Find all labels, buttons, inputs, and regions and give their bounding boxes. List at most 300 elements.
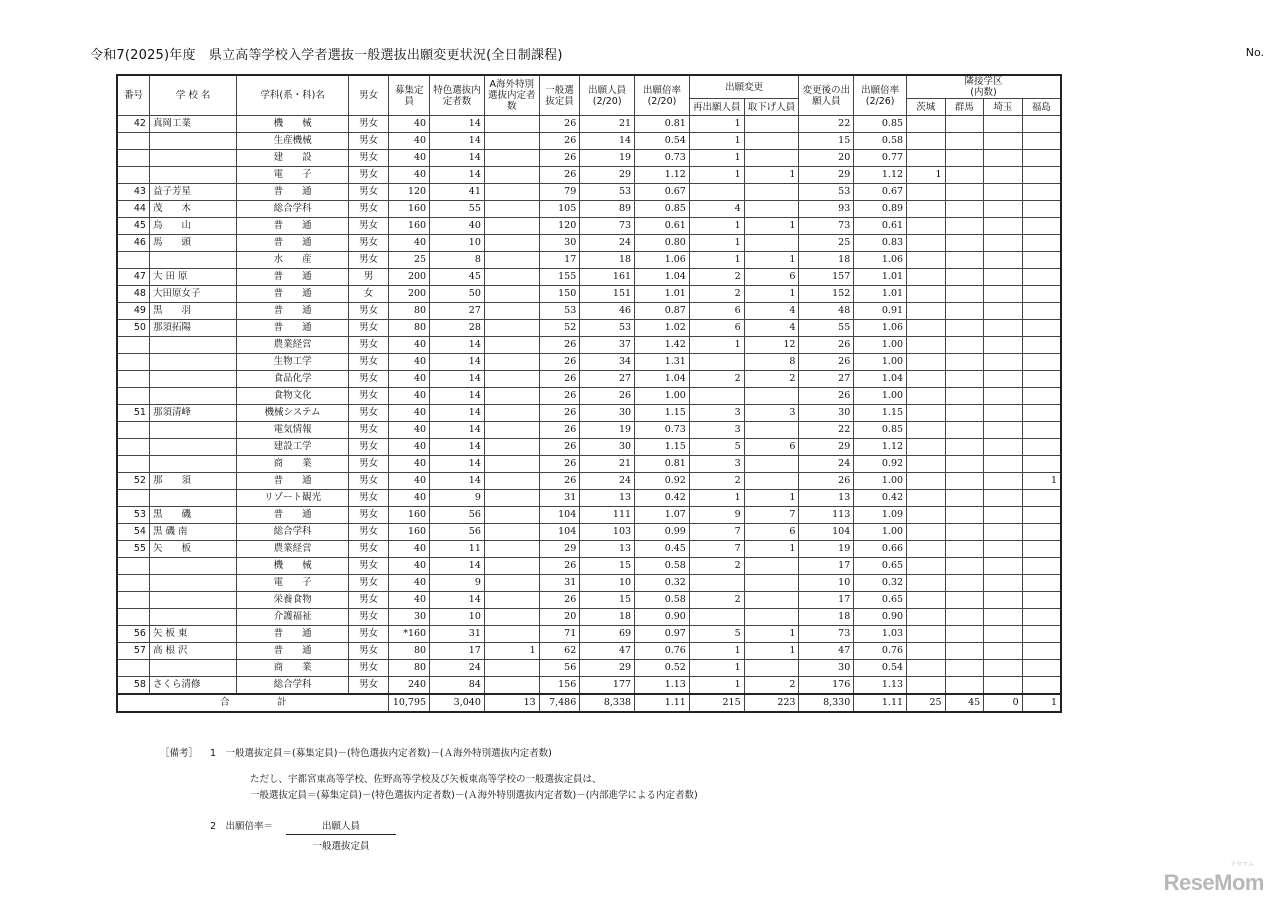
cell-gu (945, 439, 984, 456)
total-label: 合 計 (117, 694, 389, 712)
cell-app: 13 (580, 541, 635, 558)
cell-after: 93 (799, 201, 854, 218)
cell-school: 那 須 (149, 473, 236, 490)
cell-wd: 2 (744, 677, 799, 695)
cell-ib (907, 201, 946, 218)
cell-kai (484, 575, 539, 592)
cell-ippan: 26 (539, 133, 580, 150)
cell-wd (744, 575, 799, 592)
table-body (117, 116, 1061, 713)
cell-toku: 14 (430, 439, 485, 456)
cell-ippan: 26 (539, 388, 580, 405)
cell-after: 152 (799, 286, 854, 303)
cell-ratio: 1.15 (635, 405, 690, 422)
cell-ib (907, 235, 946, 252)
cell-toku: 40 (430, 218, 485, 235)
cell-gu (945, 201, 984, 218)
cell-app: 111 (580, 507, 635, 524)
fraction-numerator: 出願人員 (286, 818, 396, 835)
cell-ratio: 1.06 (635, 252, 690, 269)
cell-school: 黒 磯 南 (149, 524, 236, 541)
cell-gender: 男女 (348, 133, 389, 150)
header-tokushoku: 特色選抜内定者数 (430, 75, 485, 116)
cell-boshu: 40 (389, 235, 430, 252)
ratio-fraction (286, 818, 396, 852)
cell-ippan: 79 (539, 184, 580, 201)
cell-sa (984, 320, 1023, 337)
cell-ib (907, 626, 946, 643)
cell-no (117, 575, 149, 592)
cell-re: 2 (689, 473, 744, 490)
applications-table (116, 74, 1062, 713)
cell-ratio: 0.45 (635, 541, 690, 558)
cell-toku: 14 (430, 473, 485, 490)
cell-ratio2: 0.42 (854, 490, 907, 507)
cell-ratio: 1.02 (635, 320, 690, 337)
cell-re: 7 (689, 541, 744, 558)
cell-sa (984, 422, 1023, 439)
cell-gender: 男女 (348, 660, 389, 677)
note-1c: 一般選抜定員＝(募集定員)－(特色選抜内定者数)－(Ａ海外特別選抜内定者数)－(内部進学による内定者数) (250, 790, 698, 801)
cell-ippan: 155 (539, 269, 580, 286)
cell-no (117, 558, 149, 575)
cell-ib (907, 371, 946, 388)
total-sa: 0 (984, 694, 1023, 712)
cell-ratio2: 1.00 (854, 337, 907, 354)
cell-ratio: 0.58 (635, 592, 690, 609)
cell-ib (907, 286, 946, 303)
header-bango: 番号 (117, 75, 149, 116)
cell-kai (484, 167, 539, 184)
table-row (117, 167, 1061, 184)
cell-boshu: *160 (389, 626, 430, 643)
cell-dept: 普 通 (237, 269, 349, 286)
cell-school: 那須清峰 (149, 405, 236, 422)
cell-ib (907, 677, 946, 695)
cell-gu (945, 235, 984, 252)
cell-boshu: 40 (389, 337, 430, 354)
cell-no (117, 609, 149, 626)
cell-ippan: 26 (539, 337, 580, 354)
cell-boshu: 40 (389, 473, 430, 490)
cell-re: 1 (689, 337, 744, 354)
cell-wd: 1 (744, 286, 799, 303)
cell-app: 30 (580, 405, 635, 422)
cell-kai (484, 541, 539, 558)
cell-sa (984, 473, 1023, 490)
cell-ippan: 26 (539, 150, 580, 167)
cell-gu (945, 218, 984, 235)
cell-sa (984, 286, 1023, 303)
cell-gu (945, 541, 984, 558)
cell-sa (984, 575, 1023, 592)
cell-no: 43 (117, 184, 149, 201)
cell-ippan: 26 (539, 473, 580, 490)
cell-kai (484, 473, 539, 490)
cell-ratio2: 0.83 (854, 235, 907, 252)
cell-fu (1022, 286, 1061, 303)
cell-boshu: 40 (389, 439, 430, 456)
cell-wd (744, 235, 799, 252)
cell-no (117, 354, 149, 371)
cell-no (117, 252, 149, 269)
cell-no: 55 (117, 541, 149, 558)
cell-dept: 商 業 (237, 456, 349, 473)
cell-app: 21 (580, 456, 635, 473)
cell-sa (984, 643, 1023, 660)
cell-no: 46 (117, 235, 149, 252)
cell-app: 24 (580, 235, 635, 252)
cell-gender: 男女 (348, 439, 389, 456)
cell-sa (984, 150, 1023, 167)
cell-school (149, 660, 236, 677)
cell-dept: 普 通 (237, 643, 349, 660)
cell-no (117, 388, 149, 405)
cell-wd (744, 133, 799, 150)
cell-sa (984, 116, 1023, 133)
cell-no (117, 592, 149, 609)
cell-ratio2: 1.13 (854, 677, 907, 695)
cell-gender: 男女 (348, 320, 389, 337)
cell-re (689, 575, 744, 592)
cell-dept: 総合学科 (237, 201, 349, 218)
cell-re: 2 (689, 269, 744, 286)
cell-ib (907, 507, 946, 524)
cell-school: 茂 木 (149, 201, 236, 218)
cell-after: 17 (799, 592, 854, 609)
cell-school (149, 439, 236, 456)
cell-after: 27 (799, 371, 854, 388)
cell-ratio: 0.87 (635, 303, 690, 320)
cell-after: 113 (799, 507, 854, 524)
cell-ratio: 0.81 (635, 116, 690, 133)
cell-gu (945, 643, 984, 660)
cell-school: さくら清修 (149, 677, 236, 695)
table-row (117, 677, 1061, 695)
cell-app: 24 (580, 473, 635, 490)
cell-ippan: 26 (539, 456, 580, 473)
cell-app: 26 (580, 388, 635, 405)
cell-ib (907, 218, 946, 235)
cell-kai (484, 490, 539, 507)
cell-fu: 1 (1022, 473, 1061, 490)
notes-label: ［備考］ (160, 748, 199, 759)
cell-boshu: 40 (389, 405, 430, 422)
cell-after: 176 (799, 677, 854, 695)
cell-ratio2: 0.91 (854, 303, 907, 320)
cell-ippan: 104 (539, 524, 580, 541)
resemom-logo: ReseMom (1163, 870, 1264, 895)
cell-school (149, 337, 236, 354)
cell-toku: 14 (430, 592, 485, 609)
cell-ratio: 0.54 (635, 133, 690, 150)
cell-sa (984, 592, 1023, 609)
cell-re (689, 609, 744, 626)
cell-sa (984, 184, 1023, 201)
cell-ib (907, 524, 946, 541)
cell-boshu: 40 (389, 575, 430, 592)
cell-no: 45 (117, 218, 149, 235)
logo-subtext: リセマム (1230, 861, 1254, 868)
table-row (117, 524, 1061, 541)
cell-re (689, 388, 744, 405)
cell-ratio2: 1.04 (854, 371, 907, 388)
cell-no (117, 150, 149, 167)
cell-ratio2: 0.77 (854, 150, 907, 167)
cell-wd: 6 (744, 439, 799, 456)
cell-dept: 介護福祉 (237, 609, 349, 626)
cell-ratio: 1.12 (635, 167, 690, 184)
cell-boshu: 40 (389, 592, 430, 609)
cell-toku: 28 (430, 320, 485, 337)
table-row (117, 235, 1061, 252)
cell-boshu: 160 (389, 218, 430, 235)
cell-after: 29 (799, 167, 854, 184)
cell-toku: 9 (430, 575, 485, 592)
cell-ippan: 20 (539, 609, 580, 626)
cell-ippan: 17 (539, 252, 580, 269)
table-row (117, 252, 1061, 269)
cell-toku: 14 (430, 133, 485, 150)
cell-kai (484, 609, 539, 626)
cell-no (117, 371, 149, 388)
header-ippan: 一般選抜定員 (539, 75, 580, 116)
header-gender: 男女 (348, 75, 389, 116)
cell-no (117, 490, 149, 507)
header-ratio: 出願倍率(2/20) (635, 75, 690, 116)
cell-school (149, 609, 236, 626)
fraction-denominator: 一般選抜定員 (312, 841, 370, 852)
cell-kai (484, 235, 539, 252)
cell-kai (484, 626, 539, 643)
cell-boshu: 80 (389, 643, 430, 660)
cell-fu (1022, 201, 1061, 218)
cell-ib (907, 354, 946, 371)
cell-kai (484, 116, 539, 133)
cell-ratio: 0.81 (635, 456, 690, 473)
cell-wd: 3 (744, 405, 799, 422)
cell-re: 2 (689, 592, 744, 609)
cell-after: 13 (799, 490, 854, 507)
cell-toku: 14 (430, 422, 485, 439)
cell-ib (907, 252, 946, 269)
table-row (117, 575, 1061, 592)
cell-gu (945, 456, 984, 473)
cell-gu (945, 354, 984, 371)
cell-ippan: 104 (539, 507, 580, 524)
cell-school (149, 371, 236, 388)
cell-dept: 生物工学 (237, 354, 349, 371)
cell-after: 55 (799, 320, 854, 337)
cell-ib (907, 575, 946, 592)
cell-toku: 14 (430, 558, 485, 575)
cell-ratio2: 0.58 (854, 133, 907, 150)
table-row (117, 320, 1061, 337)
cell-dept: 普 通 (237, 218, 349, 235)
cell-no: 47 (117, 269, 149, 286)
cell-app: 69 (580, 626, 635, 643)
cell-dept: 普 通 (237, 184, 349, 201)
cell-school (149, 388, 236, 405)
cell-school: 烏 山 (149, 218, 236, 235)
cell-fu (1022, 558, 1061, 575)
cell-gender: 男女 (348, 184, 389, 201)
cell-ib (907, 643, 946, 660)
cell-re: 1 (689, 235, 744, 252)
cell-gender: 男女 (348, 609, 389, 626)
total-gu: 45 (945, 694, 984, 712)
cell-after: 157 (799, 269, 854, 286)
cell-no: 56 (117, 626, 149, 643)
cell-ratio2: 1.12 (854, 167, 907, 184)
cell-no (117, 133, 149, 150)
cell-ib (907, 422, 946, 439)
cell-app: 37 (580, 337, 635, 354)
cell-ippan: 26 (539, 422, 580, 439)
cell-ratio2: 0.85 (854, 116, 907, 133)
cell-ippan: 62 (539, 643, 580, 660)
cell-sa (984, 303, 1023, 320)
header-fukushima: 福島 (1022, 99, 1061, 116)
cell-re: 2 (689, 371, 744, 388)
cell-toku: 55 (430, 201, 485, 218)
header-after: 変更後の出願人員 (799, 75, 854, 116)
total-fu: 1 (1022, 694, 1061, 712)
total-ib: 25 (907, 694, 946, 712)
cell-ratio: 0.76 (635, 643, 690, 660)
table-row (117, 184, 1061, 201)
cell-ratio2: 1.06 (854, 252, 907, 269)
cell-fu (1022, 524, 1061, 541)
cell-sa (984, 677, 1023, 695)
cell-ratio: 0.80 (635, 235, 690, 252)
cell-no: 53 (117, 507, 149, 524)
cell-school: 矢 板 東 (149, 626, 236, 643)
header-applicants: 出願人員(2/20) (580, 75, 635, 116)
cell-sa (984, 269, 1023, 286)
cell-kai: 1 (484, 643, 539, 660)
cell-app: 19 (580, 422, 635, 439)
cell-ratio2: 0.92 (854, 456, 907, 473)
cell-app: 15 (580, 558, 635, 575)
cell-ippan: 31 (539, 490, 580, 507)
cell-after: 25 (799, 235, 854, 252)
cell-school: 黒 磯 (149, 507, 236, 524)
cell-toku: 11 (430, 541, 485, 558)
table-row (117, 473, 1061, 490)
cell-ratio2: 0.65 (854, 592, 907, 609)
cell-ib (907, 558, 946, 575)
cell-ippan: 26 (539, 405, 580, 422)
cell-toku: 24 (430, 660, 485, 677)
cell-app: 14 (580, 133, 635, 150)
cell-ratio2: 1.00 (854, 354, 907, 371)
cell-sa (984, 167, 1023, 184)
table-row (117, 218, 1061, 235)
cell-after: 22 (799, 422, 854, 439)
cell-ib (907, 456, 946, 473)
cell-dept: 農業経営 (237, 337, 349, 354)
cell-ib (907, 337, 946, 354)
cell-ib (907, 609, 946, 626)
cell-re: 6 (689, 303, 744, 320)
cell-dept: 普 通 (237, 303, 349, 320)
cell-sa (984, 609, 1023, 626)
cell-wd (744, 592, 799, 609)
cell-dept: 普 通 (237, 507, 349, 524)
cell-ratio: 1.13 (635, 677, 690, 695)
header-kaigai: A海外特別選抜内定者数 (484, 75, 539, 116)
cell-gu (945, 320, 984, 337)
cell-toku: 10 (430, 235, 485, 252)
cell-fu (1022, 252, 1061, 269)
cell-school: 益子芳星 (149, 184, 236, 201)
cell-kai (484, 286, 539, 303)
table-row (117, 609, 1061, 626)
cell-after: 10 (799, 575, 854, 592)
cell-gender: 男女 (348, 167, 389, 184)
total-boshu: 10,795 (389, 694, 430, 712)
note-1: 1 一般選抜定員＝(募集定員)－(特色選抜内定者数)－(Ａ海外特別選抜内定者数) (210, 748, 552, 759)
cell-school: 大 田 原 (149, 269, 236, 286)
cell-no: 50 (117, 320, 149, 337)
cell-after: 73 (799, 218, 854, 235)
cell-gender: 男女 (348, 201, 389, 218)
cell-boshu: 200 (389, 269, 430, 286)
cell-kai (484, 524, 539, 541)
cell-ippan: 56 (539, 660, 580, 677)
cell-wd: 1 (744, 490, 799, 507)
cell-re: 1 (689, 660, 744, 677)
cell-sa (984, 626, 1023, 643)
cell-sa (984, 388, 1023, 405)
cell-sa (984, 354, 1023, 371)
total-ratio: 1.11 (635, 694, 690, 712)
cell-fu (1022, 541, 1061, 558)
cell-gu (945, 575, 984, 592)
cell-dept: 総合学科 (237, 677, 349, 695)
cell-after: 53 (799, 184, 854, 201)
cell-kai (484, 422, 539, 439)
header-neighbor-title: 隣接学区 (964, 76, 1003, 87)
cell-re: 1 (689, 116, 744, 133)
cell-toku: 14 (430, 354, 485, 371)
cell-fu (1022, 133, 1061, 150)
cell-gu (945, 609, 984, 626)
cell-gu (945, 592, 984, 609)
cell-app: 29 (580, 660, 635, 677)
cell-boshu: 40 (389, 116, 430, 133)
cell-wd: 4 (744, 303, 799, 320)
cell-toku: 14 (430, 371, 485, 388)
cell-gender: 男女 (348, 643, 389, 660)
cell-ratio: 1.04 (635, 371, 690, 388)
table-row (117, 150, 1061, 167)
cell-ratio: 0.32 (635, 575, 690, 592)
cell-sa (984, 133, 1023, 150)
cell-fu (1022, 626, 1061, 643)
cell-no: 58 (117, 677, 149, 695)
cell-ib: 1 (907, 167, 946, 184)
cell-fu (1022, 643, 1061, 660)
cell-gender: 男女 (348, 371, 389, 388)
cell-kai (484, 218, 539, 235)
cell-ippan: 120 (539, 218, 580, 235)
cell-re: 5 (689, 626, 744, 643)
cell-gender: 男女 (348, 558, 389, 575)
cell-after: 26 (799, 337, 854, 354)
cell-ib (907, 592, 946, 609)
